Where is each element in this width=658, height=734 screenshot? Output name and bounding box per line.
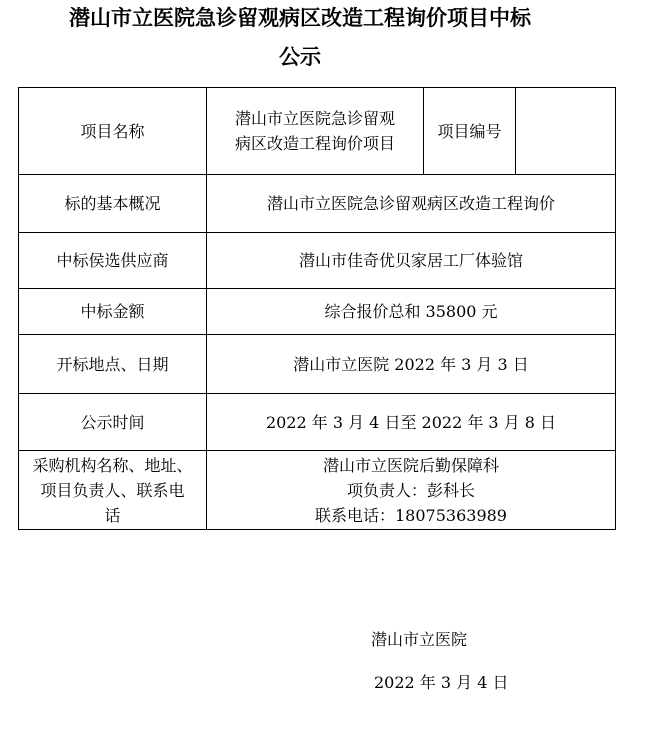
candidate-supplier-value: 潜山市佳奇优贝家居工厂体验馆 <box>207 233 616 289</box>
table-row <box>19 175 616 233</box>
publicity-period-value: 2022 年 3 月 4 日至 2022 年 3 月 8 日 <box>207 394 616 451</box>
purchaser-contact-person: 项负责人：彭科长 <box>346 480 475 500</box>
bid-amount-label: 中标金额 <box>19 289 207 335</box>
table-row <box>19 451 616 530</box>
document-title-line1: 潜山市立医院急诊留观病区改造工程询价项目中标 <box>69 6 531 30</box>
bid-amount-value: 综合报价总和 35800 元 <box>207 289 616 335</box>
subject-overview-value: 潜山市立医院急诊留观病区改造工程询价 <box>207 175 616 233</box>
purchaser-phone: 联系电话：18075363989 <box>315 505 507 525</box>
publicity-period-label: 公示时间 <box>19 394 207 451</box>
purchaser-info-label <box>19 451 207 530</box>
purchaser-org: 潜山市立医院后勤保障科 <box>322 455 499 475</box>
document-title-line2: 公示 <box>279 45 321 69</box>
candidate-supplier-label: 中标侯选供应商 <box>19 233 207 289</box>
table-row <box>19 335 616 394</box>
opening-place-date-value: 潜山市立医院 2022 年 3 月 3 日 <box>207 335 616 394</box>
table-row <box>19 394 616 451</box>
bid-info-table <box>18 87 616 530</box>
purchaser-info-label-line3: 话 <box>104 505 121 525</box>
footer-date: 2022 年 3 月 4 日 <box>374 673 509 692</box>
purchaser-info-label-line2: 项目负责人、联系电 <box>40 480 185 500</box>
subject-overview-label: 标的基本概况 <box>19 175 207 233</box>
opening-place-date-label: 开标地点、日期 <box>19 335 207 394</box>
project-name-label: 项目名称 <box>19 88 207 175</box>
purchaser-info-label-line1: 采购机构名称、地址、 <box>32 455 193 475</box>
table-row <box>19 88 616 175</box>
project-name-value <box>207 88 424 175</box>
purchaser-info-value <box>207 451 616 530</box>
project-name-value-line2: 病区改造工程询价项目 <box>234 134 395 153</box>
footer-org: 潜山市立医院 <box>371 630 468 649</box>
project-number-value <box>516 88 616 175</box>
project-number-label: 项目编号 <box>424 88 516 175</box>
project-name-value-line1: 潜山市立医院急诊留观 <box>234 109 395 128</box>
table-row <box>19 289 616 335</box>
table-row <box>19 233 616 289</box>
